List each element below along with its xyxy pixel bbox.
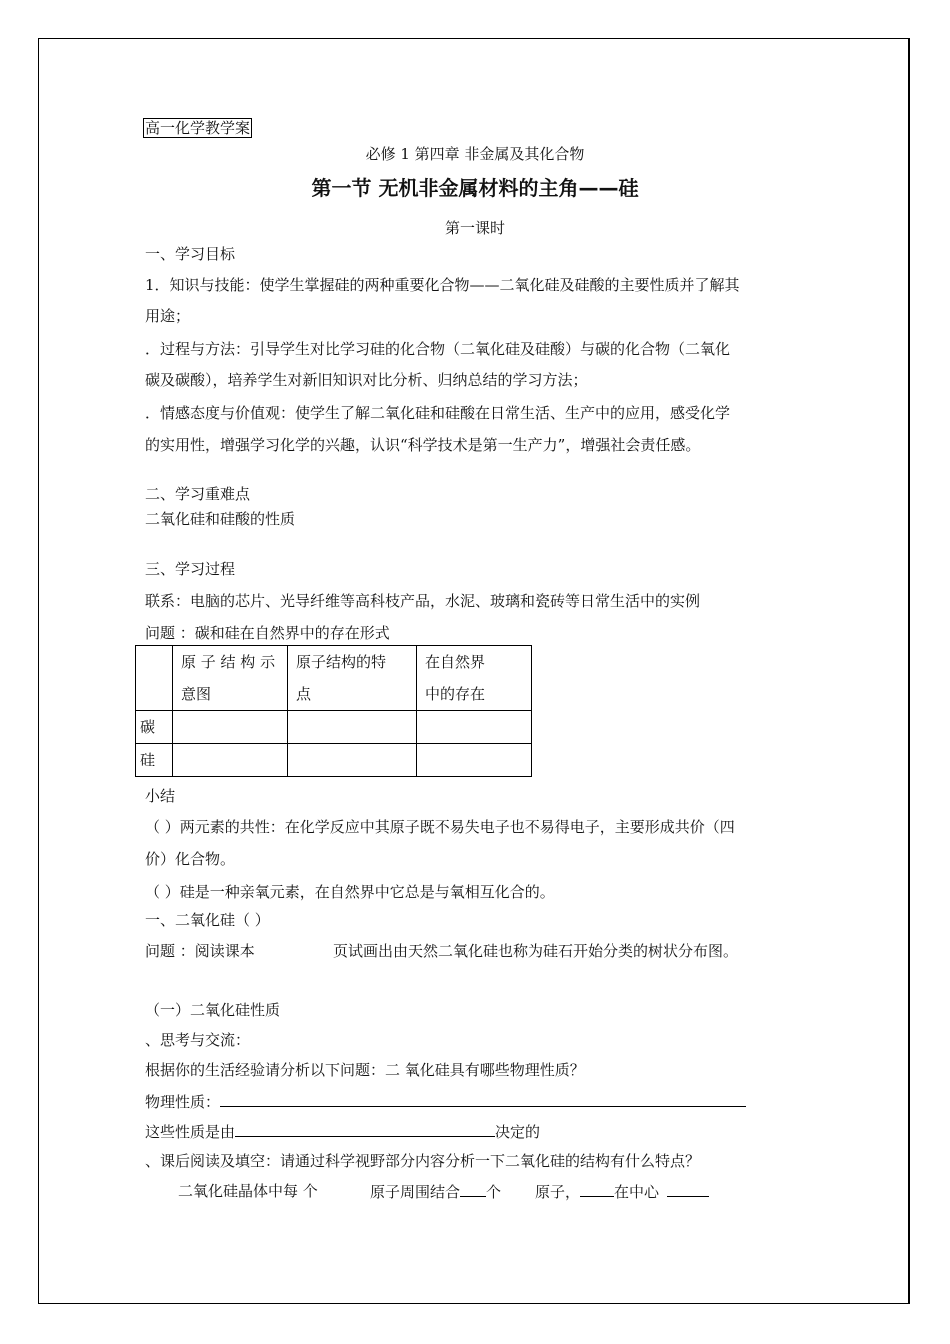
part-1-heading: 一、二氧化硅（ ） <box>145 911 270 929</box>
question-2-body: 页试画出由天然二氧化硅也称为硅石开始分类的树状分布图。 <box>333 942 739 960</box>
table-row <box>136 744 532 777</box>
question-1: 问题 ：碳和硅在自然界中的存在形式 <box>145 624 390 642</box>
decide-suffix: 决定的 <box>495 1123 541 1141</box>
reading-fill-prompt: 、课后阅读及填空：请通过科学视野部分内容分析一下二氧化硅的结构有什么特点？ <box>145 1152 701 1170</box>
table-row-label-carbon: 碳 <box>136 711 173 744</box>
table-header-structure-features <box>288 646 417 711</box>
physical-properties-blank[interactable] <box>220 1092 746 1107</box>
crystal-part-a: 二氧化硅晶体中每 个 <box>178 1182 318 1200</box>
table-corner-cell <box>136 646 173 711</box>
question-2-prefix: 问题 ：阅读课本 <box>145 942 255 960</box>
section-heading-process: 三、学习过程 <box>145 560 236 578</box>
table-header-label: 点 <box>296 685 312 703</box>
summary-1-line-2: 价）化合物。 <box>145 850 236 868</box>
table-cell[interactable] <box>288 711 417 744</box>
summary-1-line-1: （ ）两元素的共性：在化学反应中其原子既不易失电子也不易得电子，主要形成共价（四 <box>145 818 735 836</box>
document-badge: 高一化学教学案 <box>145 119 251 137</box>
crystal-blank-1[interactable] <box>460 1182 486 1197</box>
crystal-part-d: 原子， <box>535 1183 581 1201</box>
table-header-natural-occurrence <box>417 646 532 711</box>
goal-1-line-1: 1．知识与技能：使学生掌握硅的两种重要化合物——二氧化硅及硅酸的主要性质并了解其 <box>145 276 740 294</box>
table-cell[interactable] <box>173 744 288 777</box>
table-header-row <box>136 646 532 711</box>
section-heading-key-points: 二、学习重难点 <box>145 485 251 503</box>
summary-2: （ ）硅是一种亲氧元素，在自然界中它总是与氧相互化合的。 <box>145 883 555 901</box>
table-row <box>136 711 532 744</box>
subsection-heading: （一）二氧化硅性质 <box>145 1001 281 1019</box>
decide-row <box>145 1122 540 1141</box>
table-header-structure-diagram <box>173 646 288 711</box>
page-title: 第一节 无机非金属材料的主角——硅 <box>311 176 639 200</box>
table-cell[interactable] <box>173 711 288 744</box>
decide-prefix: 这些性质是由 <box>145 1123 236 1141</box>
table-header-label: 原 子 结 构 示 <box>181 653 276 671</box>
crystal-row <box>370 1182 709 1201</box>
table-cell[interactable] <box>417 711 532 744</box>
goal-2-line-1: ．过程与方法：引导学生对比学习硅的化合物（二氧化硅及硅酸）与碳的化合物（二氧化 <box>145 340 731 358</box>
analysis-prompt: 根据你的生活经验请分析以下问题：二 氧化硅具有哪些物理性质？ <box>145 1061 585 1079</box>
goal-3-line-1: ．情感态度与价值观：使学生了解二氧化硅和硅酸在日常生活、生产中的应用，感受化学 <box>145 404 731 422</box>
table-cell[interactable] <box>288 744 417 777</box>
goal-2-line-2: 碳及碳酸），培养学生对新旧知识对比分析、归纳总结的学习方法； <box>145 371 588 389</box>
table-header-label: 在自然界 <box>425 653 486 671</box>
table-cell[interactable] <box>417 744 532 777</box>
crystal-blank-3[interactable] <box>667 1182 709 1197</box>
table-header-label: 意图 <box>181 685 212 703</box>
decide-blank[interactable] <box>235 1122 495 1137</box>
key-points-body: 二氧化硅和硅酸的性质 <box>145 510 296 528</box>
table-header-label: 原子结构的特 <box>296 653 387 671</box>
physical-properties-label: 物理性质： <box>145 1093 221 1111</box>
table-header-label: 中的存在 <box>425 685 486 703</box>
link-line: 联系：电脑的芯片、光导纤维等高科枝产品，水泥、玻璃和瓷砖等日常生活中的实例 <box>145 592 701 610</box>
summary-heading: 小结 <box>145 787 176 805</box>
lesson-label: 第一课时 <box>444 219 505 237</box>
physical-properties-row <box>145 1092 746 1111</box>
table-row-label-silicon: 硅 <box>136 744 173 777</box>
section-heading-goals: 一、学习目标 <box>145 245 236 263</box>
crystal-blank-2[interactable] <box>580 1182 614 1197</box>
comparison-table <box>135 645 532 777</box>
goal-3-line-2: 的实用性，增强学习化学的兴趣，认识“科学技术是第一生产力”，增强社会责任感。 <box>145 436 701 454</box>
chapter-subtitle: 必修 1 第四章 非金属及其化合物 <box>365 145 585 163</box>
goal-1-line-2: 用途； <box>145 307 191 325</box>
crystal-part-b: 原子周围结合 <box>370 1183 461 1201</box>
crystal-part-e: 在中心 <box>614 1183 660 1201</box>
think-and-discuss: 、思考与交流： <box>145 1031 251 1049</box>
crystal-part-c: 个 <box>486 1183 502 1201</box>
